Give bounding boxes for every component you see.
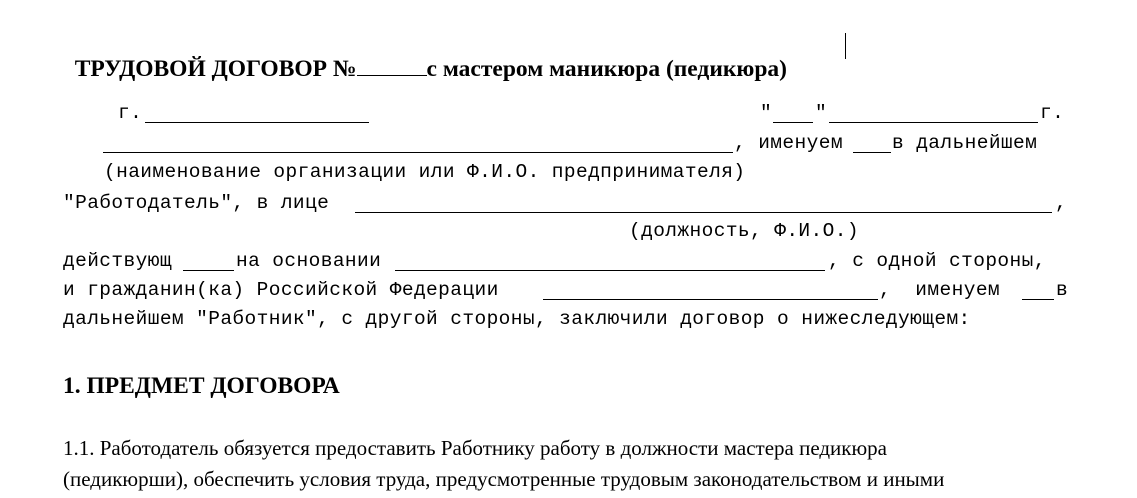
- date-day-blank[interactable]: [773, 122, 813, 123]
- employer-text: "Работодатель", в лице: [63, 192, 330, 214]
- paragraph-line-2: (педикюрши), обеспечить условия труда, предусмотренные трудовым законодательством и иными: [63, 467, 945, 491]
- section-heading: 1. ПРЕДМЕТ ДОГОВОРА: [63, 373, 340, 399]
- citizen-in-text: в: [1056, 279, 1069, 301]
- citizen-text: и гражданин(ка) Российской Федерации: [63, 279, 499, 301]
- date-month-blank[interactable]: [829, 122, 1038, 123]
- contract-number-blank[interactable]: [357, 74, 427, 76]
- agreement-line: дальнейшем "Работник", с другой стороны, заключили договор о нижеследующем:: [63, 308, 971, 330]
- text-cursor: [845, 33, 846, 59]
- citizen-named-text: , именуем: [879, 279, 1001, 301]
- title-suffix: с мастером маникюра (педикюра): [426, 55, 788, 82]
- employer-comma: ,: [1055, 192, 1068, 214]
- acting-text: действующ: [63, 250, 172, 272]
- acting-ending-blank[interactable]: [183, 270, 234, 271]
- title-prefix: ТРУДОВОЙ ДОГОВОР №: [74, 55, 357, 82]
- date-quote-close: ": [815, 102, 828, 124]
- city-label: г.: [118, 102, 143, 124]
- basis-text: на основании: [236, 250, 382, 272]
- basis-blank[interactable]: [395, 270, 825, 271]
- one-side-text: , с одной стороны,: [828, 250, 1046, 272]
- named-text: , именуем: [734, 132, 843, 154]
- city-blank[interactable]: [145, 122, 369, 123]
- citizen-ending-blank[interactable]: [1022, 299, 1054, 300]
- year-label: г.: [1040, 102, 1065, 124]
- citizen-name-blank[interactable]: [543, 299, 878, 300]
- representative-blank[interactable]: [355, 212, 1052, 213]
- named-ending-blank[interactable]: [853, 152, 891, 153]
- named-text-2: в дальнейшем: [892, 132, 1038, 154]
- date-quote-open: ": [760, 102, 773, 124]
- document-title: [63, 34, 787, 81]
- organization-blank[interactable]: [103, 152, 733, 153]
- paragraph-line-1: 1.1. Работодатель обязуется предоставить Работнику работу в должности мастера педикюра: [63, 436, 888, 460]
- position-hint: (должность, Ф.И.О.): [629, 220, 859, 242]
- organization-hint: (наименование организации или Ф.И.О. предпринимателя): [104, 161, 746, 183]
